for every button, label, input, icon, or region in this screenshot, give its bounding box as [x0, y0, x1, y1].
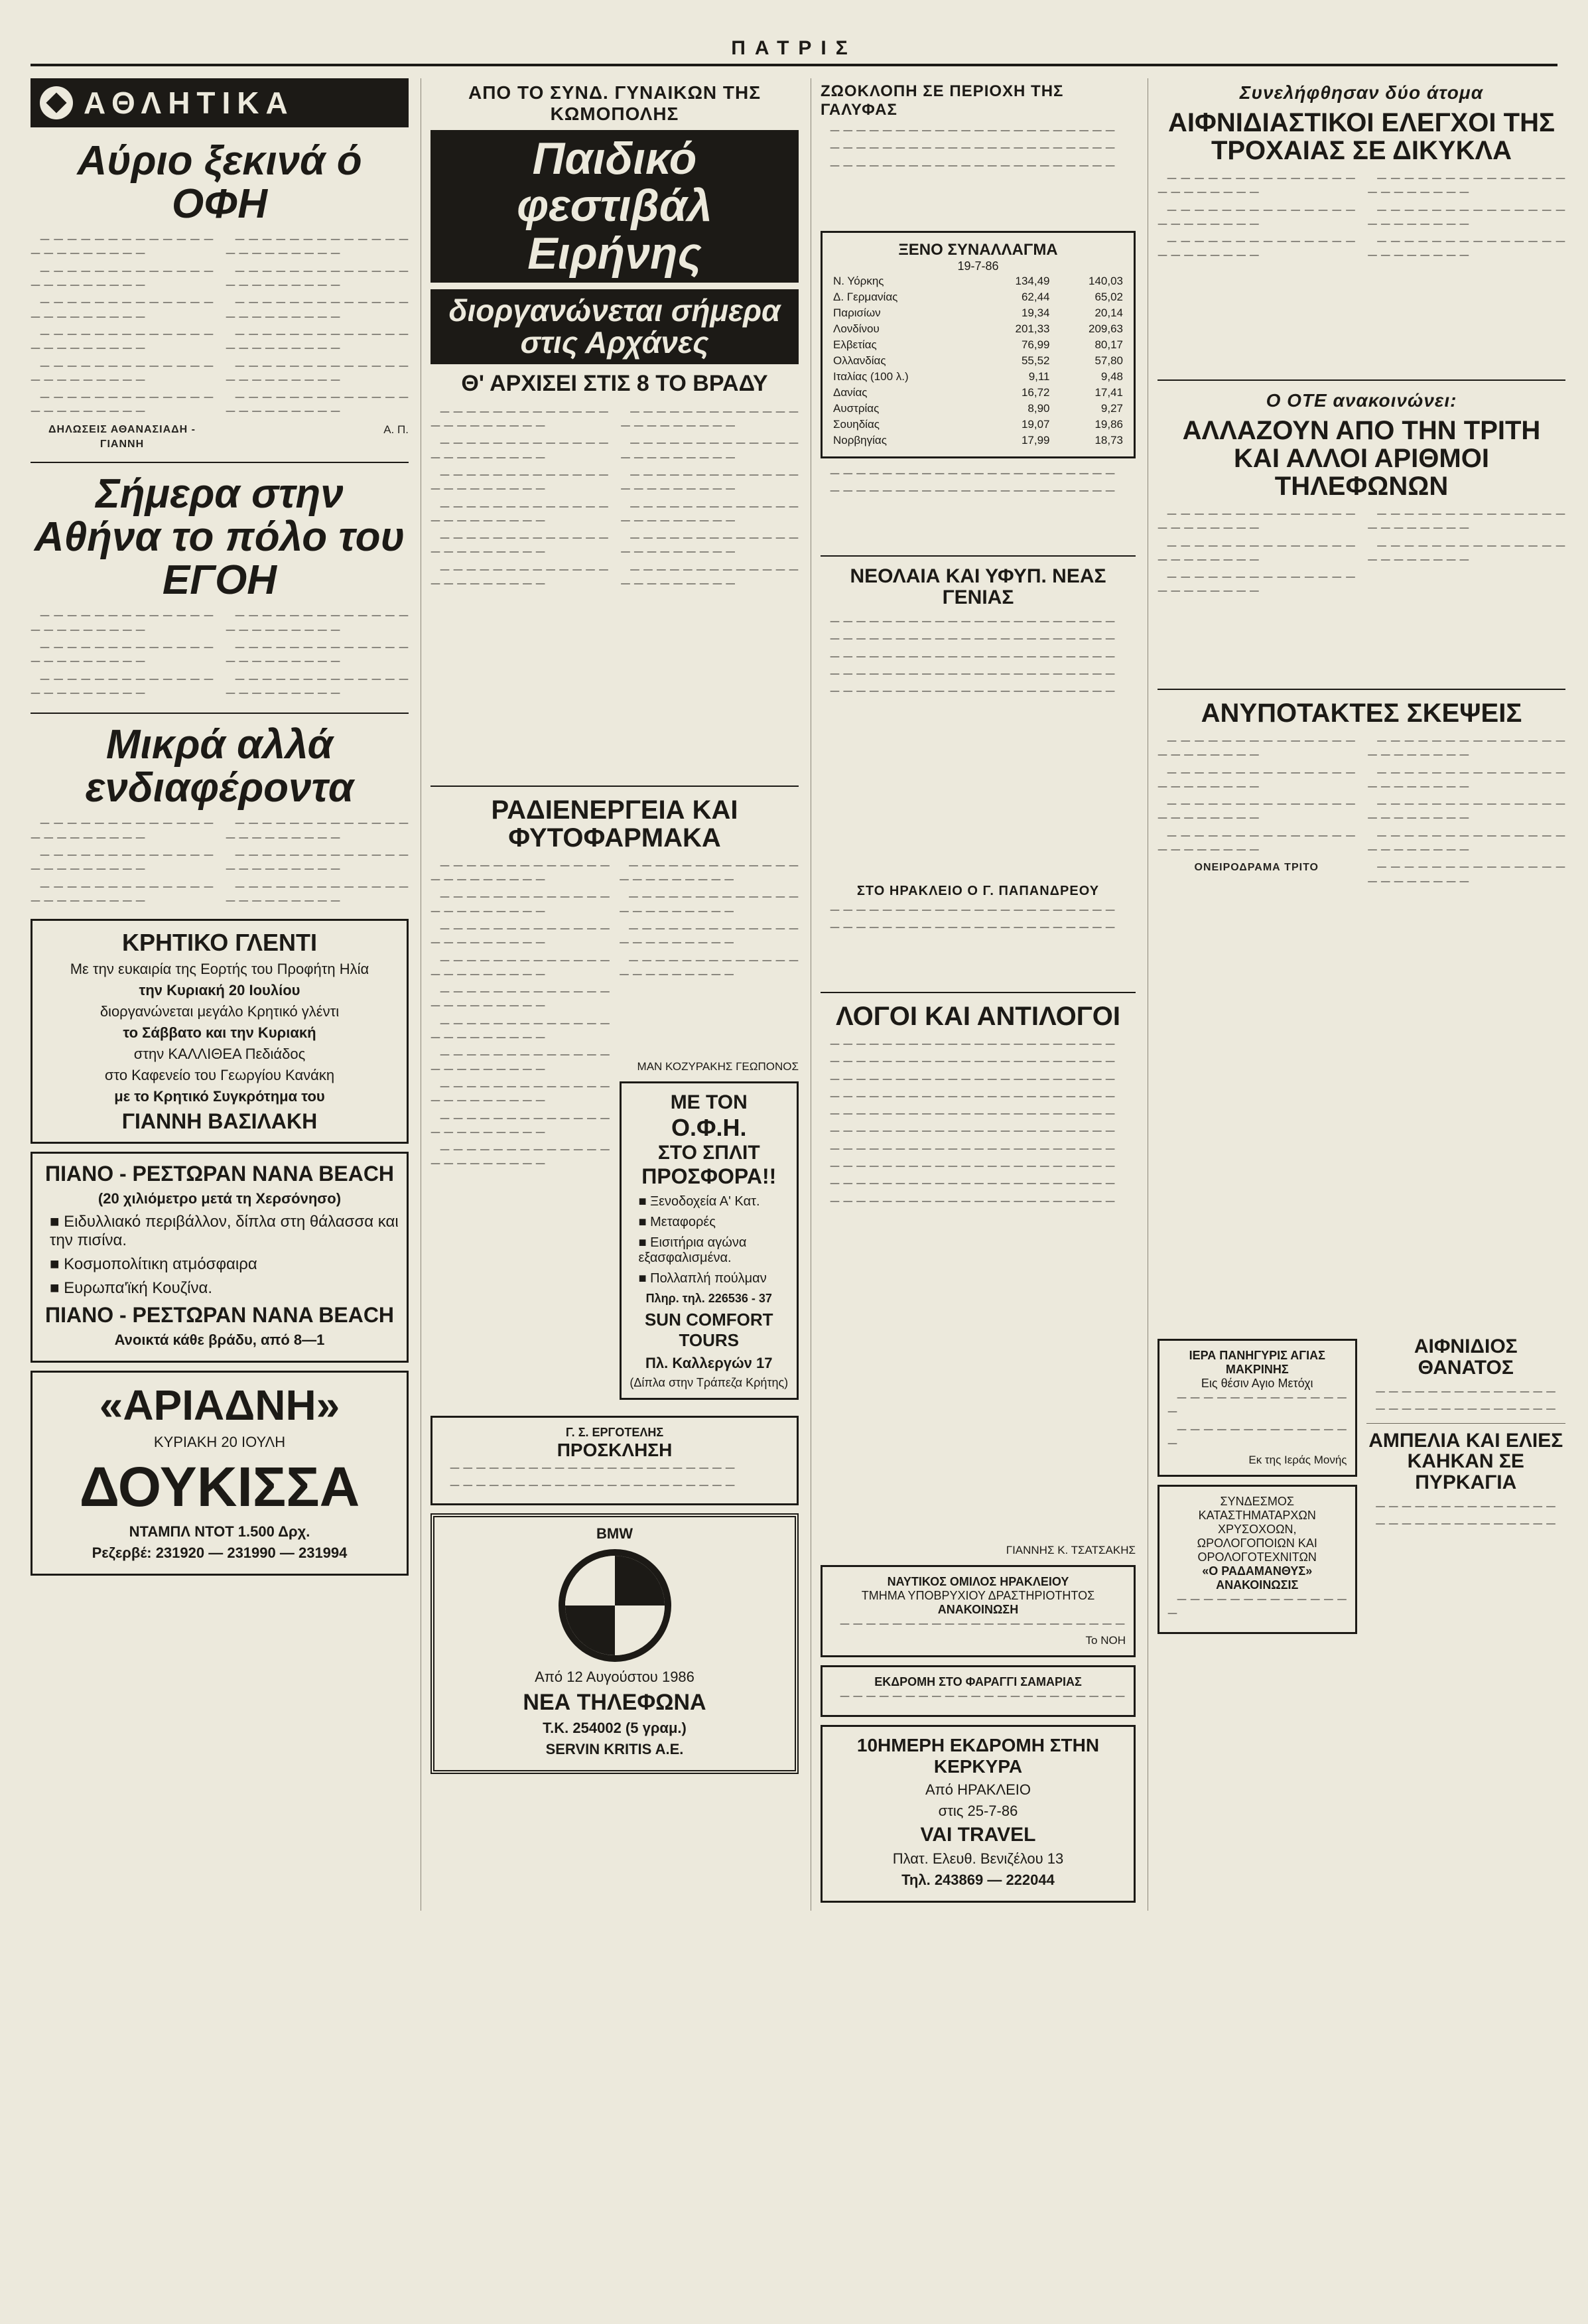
masthead [31, 27, 1557, 66]
fx-rate: 9,11 [1028, 370, 1050, 383]
ad-cretan-line: στην ΚΑΛΛΙΘΕΑ Πεδιάδος [133, 1046, 306, 1063]
fx-rate: 20,14 [1094, 307, 1123, 319]
notice-makrini-title: ΙΕΡΑ ΠΑΝΗΓΥΡΙΣ ΑΓΙΑΣ ΜΑΚΡΙΝΗΣ [1189, 1349, 1325, 1376]
ad-corfu-line: στις 25-7-86 [938, 1802, 1018, 1819]
ad-split-addr2: (Δίπλα στην Τράπεζα Κρήτης) [629, 1375, 789, 1389]
notice-agia-makrini [1158, 1339, 1357, 1477]
headline-fire: ΑΜΠΕΛΙΑ ΚΑΙ ΕΛΙΕΣ ΚΑΗΚΑΝ ΣΕ ΠΥΡΚΑΓΙΑ [1368, 1429, 1563, 1493]
article-radiation-body-2: — — — — — — — — — — — — — — — — — — — — — — — — — — — — — — — — — — — — — — — — — — — — — — — — — — — — — — — — — — — — — — — — — — — — — — — — — — — — — — — — — — — — — — — — [619, 858, 799, 980]
ad-corfu-trip [821, 1725, 1136, 1903]
ad-corfu-line: 10ΗΜΕΡΗ ΕΚΔΡΟΜΗ ΣΤΗΝ ΚΕΡΚΥΡΑ [856, 1734, 1100, 1777]
ad-corfu-line: Τηλ. 243869 — 222044 [901, 1871, 1055, 1888]
headline-sudden-death: ΑΙΦΝΙΔΙΟΣ ΘΑΝΑΤΟΣ [1414, 1335, 1518, 1379]
kicker-womens-union: ΑΠΟ ΤΟ ΣΥΝΔ. ΓΥΝΑΙΚΩΝ ΤΗΣ ΚΩΜΟΠΟΛΗΣ [468, 82, 761, 124]
headline-theft: ΖΩΟΚΛΟΠΗ ΣΕ ΠΕΡΙΟΧΗ ΤΗΣ ΓΑΛΥΦΑΣ [821, 82, 1064, 119]
column-3 [811, 78, 1136, 1911]
fx-row [830, 289, 1126, 305]
ad-split-line: ΜΕ ΤΟΝ [670, 1091, 748, 1113]
ad-nana-title-repeat: ΠΙΑΝΟ - ΡΕΣΤΩΡΑΝ NANA BEACH [44, 1303, 395, 1328]
fx-rate: 16,72 [1021, 386, 1050, 399]
ad-bmw [430, 1513, 799, 1774]
ad-split-bullet: ■ Πολλαπλή πούλμαν [639, 1271, 789, 1286]
ad-split-bullet: ■ Ξενοδοχεία Α' Κατ. [639, 1194, 789, 1209]
ad-nana-bullet: ■ Ευρωπα'ϊκή Κουζίνα. [50, 1279, 399, 1298]
fx-rate: 76,99 [1021, 338, 1050, 351]
notice-samaria-body: — — — — — — — — — — — — — — — — — — — — — — [840, 1690, 1126, 1702]
fx-row [830, 321, 1126, 337]
fx-rate: 134,49 [1015, 275, 1050, 287]
fx-currency: Παρισίων [833, 307, 881, 319]
ad-ariadni-name: «ΑΡΙΑΔΝΗ» [99, 1381, 340, 1430]
article-fire-body: — — — — — — — — — — — — — — — — — — — — — — — — — — — — [1375, 1500, 1556, 1530]
article-theft-body: — — — — — — — — — — — — — — — — — — — — — — — — — — — — — — — — — — — — — — — — — — — — — — — — — — — — — — — — — — — — — — — — — — [830, 124, 1116, 171]
notice-makrini-body: — — — — — — — — — — — — — — — — — — — — — — — — — — — — [1167, 1391, 1347, 1449]
ad-cretan-title: ΚΡΗΤΙΚΟ ΓΛΕΝΤΙ [121, 929, 318, 957]
headline-ote-numbers: ΑΛΛΑΖΟΥΝ ΑΠΟ ΤΗΝ ΤΡΙΤΗ ΚΑΙ ΑΛΛΟΙ ΑΡΙΘΜΟΙ ΤΗΛΕΦΩΝΩΝ [1182, 416, 1541, 501]
fx-currency: Δ. Γερμανίας [833, 291, 898, 303]
article-ote-body: — — — — — — — — — — — — — — — — — — — — — — — — — — — — — — — — — — — — — — — — — — — — — — — — — — — — — — — — — — — — — — — — — — — — — — — — — — — — — — — — — — — — — — — — — — — — — — — — — — — — — — — — — — — — — — [1158, 508, 1565, 597]
ad-nana-beach [31, 1152, 409, 1363]
article-youth-body: — — — — — — — — — — — — — — — — — — — — — — — — — — — — — — — — — — — — — — — — — — — — — — — — — — — — — — — — — — — — — — — — — — — — — — — — — — — — — — — — — — — — — — — — — — — — — — — — — — — — — — — — — — — — — — [830, 615, 1116, 697]
notice-radamanthys-body: — — — — — — — — — — — — — — [1167, 1593, 1347, 1619]
subhead-papandreou: ΣΤΟ ΗΡΑΚΛΕΙΟ Ο Γ. ΠΑΠΑΝΔΡΕΟΥ [856, 884, 1100, 898]
sports-section-badge [31, 78, 409, 127]
byline-statements: ΔΗΛΩΣΕΙΣ ΑΘΑΝΑΣΙΑΔΗ - ΓΙΑΝΝΗ [48, 423, 196, 450]
ad-bmw-line: SERVIN KRITIS A.E. [545, 1741, 684, 1758]
ad-cretan-line: το Σάββατο και την Κυριακή [123, 1024, 316, 1042]
ad-cretan-line: με το Κρητικό Συγκρότημα του [114, 1088, 325, 1105]
ad-split-line: ΠΡΟΣΦΟΡΑ!! [641, 1164, 777, 1188]
ad-nana-hours: Ανοικτά κάθε βράδυ, από 8—1 [114, 1332, 325, 1349]
paper-name: ΠΑΤΡΙΣ [731, 37, 857, 59]
fx-currency: Ελβετίας [833, 338, 877, 351]
notice-naval-club [821, 1565, 1136, 1657]
fx-rate: 65,02 [1094, 291, 1123, 303]
article-death-body: — — — — — — — — — — — — — — — — — — — — — — — — — — — — [1375, 1385, 1556, 1415]
fx-date: 19-7-86 [957, 259, 999, 273]
ad-split-addr: Πλ. Καλλεργών 17 [645, 1354, 773, 1371]
fx-currency: Ολλανδίας [833, 354, 886, 367]
fx-currency: Ιταλίας (100 λ.) [833, 370, 909, 383]
ad-split-bullet: ■ Μεταφορές [639, 1215, 789, 1230]
fx-rate: 62,44 [1021, 291, 1050, 303]
ad-split-line: Ο.Φ.Η. [671, 1113, 747, 1141]
article-col3-mid: — — — — — — — — — — — — — — — — — — — — — — — — — — — — — — — — — — — — — — — — — — — — [830, 467, 1116, 497]
fx-row [830, 353, 1126, 369]
notice-samaria [821, 1665, 1136, 1716]
fx-rate: 55,52 [1021, 354, 1050, 367]
fx-rate: 9,48 [1100, 370, 1123, 383]
fx-row [830, 273, 1126, 289]
notice-radamanthys-line: ΣΥΝΔΕΣΜΟΣ ΚΑΤΑΣΤΗΜΑΤΑΡΧΩΝ ΧΡΥΣΟΧΟΩΝ, ΩΡΟΛΟΓΟΠΟΙΩΝ ΚΑΙ ΟΡΟΛΟΓΟΤΕΧΝΙΤΩΝ [1197, 1495, 1317, 1564]
fx-rate: 17,41 [1094, 386, 1123, 399]
article-polo-body: — — — — — — — — — — — — — — — — — — — — — — — — — — — — — — — — — — — — — — — — — — — — — — — — — — — — — — — — — — — — — — — — — — — — — — — — — — — — — — — — — — — — — — — — — — — — — — — — — — — — — — — — — — — — — — — — — — — — — — — — — — — — — — — — — — — — [31, 609, 409, 699]
article-festival-body: — — — — — — — — — — — — — — — — — — — — — — — — — — — — — — — — — — — — — — — — — — — — — — — — — — — — — — — — — — — — — — — — — — — — — — — — — — — — — — — — — — — — — — — — — — — — — — — — — — — — — — — — — — — — — — — — — — — — — — — — — — — — — — — — — — — — — — — — — — — — — — — — — — — — — — — — — — — — — — — — — — — — — — — — — — — — — — — — — — — — — — — — — — — — — — — — — — — — — — — — — — — — — — — — — — — — — — — — — — — — — — — — — — — — — — — — — — — — — — — — — — — — — — — — — — — — — — — — — — — — — — — — [430, 405, 799, 590]
article-ofi-body: — — — — — — — — — — — — — — — — — — — — — — — — — — — — — — — — — — — — — — — — — — — — — — — — — — — — — — — — — — — — — — — — — — — — — — — — — — — — — — — — — — — — — — — — — — — — — — — — — — — — — — — — — — — — — — — — — — — — — — — — — — — — — — — — — — — — ΔΗΛΩΣΕΙΣ ΑΘΑΝΑΣΙΑΔΗ - ΓΙΑΝΝΗ — — — — — — — — — — — — — — — — — — — — — — — — — — — — — — — — — — — — — — — — — — — — — — — — — — — — — — — — — — — — — — — — — — — — — — — — — — — — — — — — — — — — — — — — — — — — — — — — — — — — — — — — — — — — — — — — — — — — — — — — — — — — — — — — — — — — Α. Π. [31, 232, 409, 452]
subhead-start-time: Θ' ΑΡΧΙΣΕΙ ΣΤΙΣ 8 ΤΟ ΒΡΑΔΥ [461, 370, 768, 396]
fx-table [830, 273, 1126, 448]
notice-radamanthys-line: ΑΝΑΚΟΙΝΩΣΙΣ [1216, 1578, 1299, 1592]
notice-radamanthys-line: «Ο ΡΑΔΑΜΑΝΘΥΣ» [1202, 1564, 1313, 1578]
fx-currency: Νορβηγίας [833, 434, 887, 446]
ad-ariadni [31, 1371, 409, 1576]
notice-radamanthys [1158, 1485, 1357, 1634]
fx-row [830, 369, 1126, 385]
headline-logoi: ΛΟΓΟΙ ΚΑΙ ΑΝΤΙΛΟΓΟΙ [836, 1002, 1120, 1031]
article-radiation-body: — — — — — — — — — — — — — — — — — — — — — — — — — — — — — — — — — — — — — — — — — — — — — — — — — — — — — — — — — — — — — — — — — — — — — — — — — — — — — — — — — — — — — — — — — — — — — — — — — — — — — — — — — — — — — — — — — — — — — — — — — — — — — — — — — — — — — — — — — — — — — — — — — — — — — — — — — — — — — — — — — — — — — — — — — — — — — — — — — — — — — — — — — — — — — — — — — — — — — — — — — — — — — — — — — — — — — — — — — — — — [430, 858, 610, 1170]
ad-cretan-artist: ΓΙΑΝΝΗ ΒΑΣΙΛΑΚΗ [121, 1109, 318, 1134]
fx-row [830, 433, 1126, 448]
fx-rate: 19,34 [1021, 307, 1050, 319]
signature: Α. Π. [383, 423, 409, 436]
bmw-logo-icon [559, 1549, 671, 1662]
article-thoughts-body: — — — — — — — — — — — — — — — — — — — — — — — — — — — — — — — — — — — — — — — — — — — — — — — — — — — — — — — — — — — — — — — — — — — — — — — — — — — — — — — — — — — — — — — — ΟΝΕΙΡΟΔΡΑΜΑ ΤΡΙΤΟ — — — — — — — — — — — — — — — — — — — — — — — — — — — — — — — — — — — — — — — — — — — — — — — — — — — — — — — — — — — — — — — — — — — — — — — — — — — — — — — — — — — — — — — — — — — — — — — — — — — — — — — — — — — — — — [1158, 734, 1565, 887]
headline-polo: Σήμερα στην Αθήνα το πόλο του ΕΓΟΗ [34, 471, 405, 604]
fx-rate: 57,80 [1094, 354, 1123, 367]
notice-naval-line: ΑΝΑΚΟΙΝΩΣΗ [937, 1603, 1019, 1616]
ad-corfu-line: VAI TRAVEL [920, 1823, 1036, 1846]
notice-ergotelis [430, 1416, 799, 1506]
notice-naval-line: ΤΜΗΜΑ ΥΠΟΒΡΥΧΙΟΥ ΔΡΑΣΤΗΡΙΟΤΗΤΟΣ [861, 1589, 1095, 1602]
kicker-arrests: Συνελήφθησαν δύο άτομα [1239, 82, 1484, 103]
ad-cretan-line: Με την ευκαιρία της Εορτής του Προφήτη Ηλία [70, 961, 369, 978]
column-4 [1148, 78, 1565, 1911]
article-logoi-body: — — — — — — — — — — — — — — — — — — — — — — — — — — — — — — — — — — — — — — — — — — — — — — — — — — — — — — — — — — — — — — — — — — — — — — — — — — — — — — — — — — — — — — — — — — — — — — — — — — — — — — — — — — — — — — — — — — — — — — — — — — — — — — — — — — — — — — — — — — — — — — — — — — — — — — — — — — — — — — — — — — — — — — — — — — — — — — — — — — — — — — — — — — — — — — — — — — — — — — — — — — — — — — — — — — — — — — — — — — — — [830, 1038, 1116, 1207]
kicker-ote: Ο ΟΤΕ ανακοινώνει: [1266, 390, 1457, 411]
fx-rate: 19,86 [1094, 418, 1123, 431]
headline-traffic-checks: ΑΙΦΝΙΔΙΑΣΤΙΚΟΙ ΕΛΕΓΧΟΙ ΤΗΣ ΤΡΟΧΑΙΑΣ ΣΕ ΔΙΚΥΚΛΑ [1168, 108, 1555, 165]
headline-youth: ΝΕΟΛΑΙΑ ΚΑΙ ΥΦΥΠ. ΝΕΑΣ ΓΕΝΙΑΣ [850, 565, 1106, 608]
ad-corfu-line: Πλατ. Ελευθ. Βενιζέλου 13 [892, 1850, 1064, 1867]
fx-row [830, 337, 1126, 353]
ad-corfu-line: Από ΗΡΑΚΛΕΙΟ [925, 1781, 1031, 1798]
ad-split-bullet: ■ Εισιτήρια αγώνα εξασφαλισμένα. [639, 1235, 789, 1266]
fx-rate: 19,07 [1021, 418, 1050, 431]
article-papandreou-body: — — — — — — — — — — — — — — — — — — — — — — — — — — — — — — — — — — — — — — — — — — — — [830, 904, 1116, 933]
ad-cretan-line: στο Καφενείο του Γεωργίου Κανάκη [104, 1067, 335, 1084]
bmw-logo-text: BMW [596, 1525, 633, 1542]
ad-split-phone: Πληρ. τηλ. 226536 - 37 [645, 1291, 772, 1305]
subhead-dream: ΟΝΕΙΡΟΔΡΑΜΑ ΤΡΙΤΟ [1194, 862, 1319, 874]
headline-radiation: ΡΑΔΙΕΝΕΡΓΕΙΑ ΚΑΙ ΦΥΤΟΦΑΡΜΑΚΑ [491, 795, 738, 853]
fx-currency: Αυστρίας [833, 402, 880, 415]
radiation-signature: ΜΑΝ ΚΟΖΥΡΑΚΗΣ ΓΕΩΠΟΝΟΣ [637, 1059, 799, 1073]
ad-ariadni-artist: ΔΟΥΚΙΣΣΑ [79, 1456, 360, 1519]
ad-nana-sub: (20 χιλιόμετρο μετά τη Χερσόνησο) [98, 1190, 342, 1207]
fx-rate: 8,90 [1027, 402, 1050, 415]
headline-peace-festival: Παιδικό φεστιβάλ Ειρήνης [430, 130, 799, 283]
notice-ergotelis-title: ΠΡΟΣΚΛΗΣΗ [557, 1439, 673, 1460]
ad-ariadni-entry: ΝΤΑΜΠΛ ΝΤΟΤ 1.500 Δρχ. [129, 1523, 310, 1540]
ad-split-offer [620, 1081, 799, 1400]
notice-naval-body: — — — — — — — — — — — — — — — — — — — — — — [840, 1617, 1126, 1629]
ad-nana-title: ΠΙΑΝΟ - ΡΕΣΤΩΡΑΝ NANA BEACH [44, 1162, 395, 1186]
notice-naval-sig: Το ΝΟΗ [1085, 1634, 1126, 1647]
sports-badge-label: ΑΘΛΗΤΙΚΑ [84, 86, 295, 120]
fx-rate: 18,73 [1094, 434, 1123, 446]
fx-currency: Λονδίνου [833, 322, 880, 335]
column-1 [31, 78, 409, 1911]
ad-split-agency: SUN COMFORT TOURS [644, 1309, 773, 1350]
ad-split-line: ΣΤΟ ΣΠΛΙΤ [657, 1141, 760, 1164]
ad-bmw-line: Από 12 Αυγούστου 1986 [535, 1669, 695, 1686]
fx-title: ΞΕΝΟ ΣΥΝΑΛΛΑΓΜΑ [898, 241, 1058, 259]
fx-currency: Σουηδίας [833, 418, 880, 431]
ad-cretan-line: διοργανώνεται μεγάλο Κρητικό γλέντι [99, 1003, 340, 1020]
fx-row [830, 401, 1126, 417]
fx-currency: Ν. Υόρκης [833, 275, 884, 287]
ad-cretan-feast [31, 919, 409, 1144]
logoi-signature: ΓΙΑΝΝΗΣ Κ. ΤΣΑΤΣΑΚΗΣ [1006, 1544, 1136, 1556]
headline-thoughts: ΑΝΥΠΟΤΑΚΤΕΣ ΣΚΕΨΕΙΣ [1201, 699, 1522, 728]
fx-rate: 9,27 [1100, 402, 1123, 415]
ad-bmw-line: Τ.Κ. 254002 (5 γραμ.) [543, 1720, 687, 1737]
ad-ariadni-phones: Ρεζερβέ: 231920 — 231990 — 231994 [92, 1544, 348, 1562]
column-2 [421, 78, 799, 1911]
fx-rate: 17,99 [1021, 434, 1050, 446]
fx-rate: 209,63 [1089, 322, 1123, 335]
notice-naval-line: ΝΑΥΤΙΚΟΣ ΟΜΙΛΟΣ ΗΡΑΚΛΕΙΟΥ [887, 1575, 1069, 1588]
fx-currency: Δανίας [833, 386, 868, 399]
fx-rate: 140,03 [1089, 275, 1123, 287]
notice-makrini-sig: Εκ της Ιεράς Μονής [1248, 1454, 1347, 1467]
fx-row [830, 305, 1126, 321]
football-icon [40, 86, 73, 119]
headline-small-news: Μικρά αλλά ενδιαφέροντα [85, 722, 354, 811]
fx-row [830, 385, 1126, 401]
article-small-news-body: — — — — — — — — — — — — — — — — — — — — — — — — — — — — — — — — — — — — — — — — — — — — — — — — — — — — — — — — — — — — — — — — — — — — — — — — — — — — — — — — — — — — — — — — — — — — — — — — — — — — — — — — — — — — — — — — — — — — — — — — — — — — — — — — — — — — [31, 817, 409, 906]
notice-samaria-title: ΕΚΔΡΟΜΗ ΣΤΟ ΦΑΡΑΓΓΙ ΣΑΜΑΡΙΑΣ [874, 1675, 1082, 1689]
ad-ariadni-date: ΚΥΡΙΑΚΗ 20 ΙΟΥΛΗ [153, 1434, 286, 1451]
notice-makrini-sub: Εις θέσιν Αγιο Μετόχι [1201, 1377, 1313, 1390]
ad-nana-bullet: ■ Κοσμοπολίτικη ατμόσφαιρα [50, 1255, 399, 1274]
fx-table-box [821, 231, 1136, 458]
article-traffic-body: — — — — — — — — — — — — — — — — — — — — — — — — — — — — — — — — — — — — — — — — — — — — — — — — — — — — — — — — — — — — — — — — — — — — — — — — — — — — — — — — — — — — — — — — — — — — — — — — — — — — — — — — — — — — — — — — — — — — — — — — — — — — — — — — — — — — [1158, 172, 1565, 261]
headline-ofi: Αύριο ξεκινά ό ΟΦΗ [77, 138, 362, 228]
notice-ergotelis-org: Γ. Σ. ΕΡΓΟΤΕΛΗΣ [565, 1425, 664, 1439]
headline-peace-festival-2: διοργανώνεται σήμερα στις Αρχάνες [430, 289, 799, 364]
notice-ergotelis-body: — — — — — — — — — — — — — — — — — — — — — — — — — — — — — — — — — — — — — — — — — — — — [450, 1461, 736, 1491]
ad-nana-bullet: ■ Ειδυλλιακό περιβάλλον, δίπλα στη θάλασσα και την πισίνα. [50, 1213, 399, 1250]
ad-cretan-line: την Κυριακή 20 Ιουλίου [139, 982, 300, 999]
fx-rate: 80,17 [1094, 338, 1123, 351]
fx-rate: 201,33 [1015, 322, 1050, 335]
fx-row [830, 417, 1126, 433]
ad-bmw-line: ΝΕΑ ΤΗΛΕΦΩΝΑ [523, 1690, 706, 1716]
